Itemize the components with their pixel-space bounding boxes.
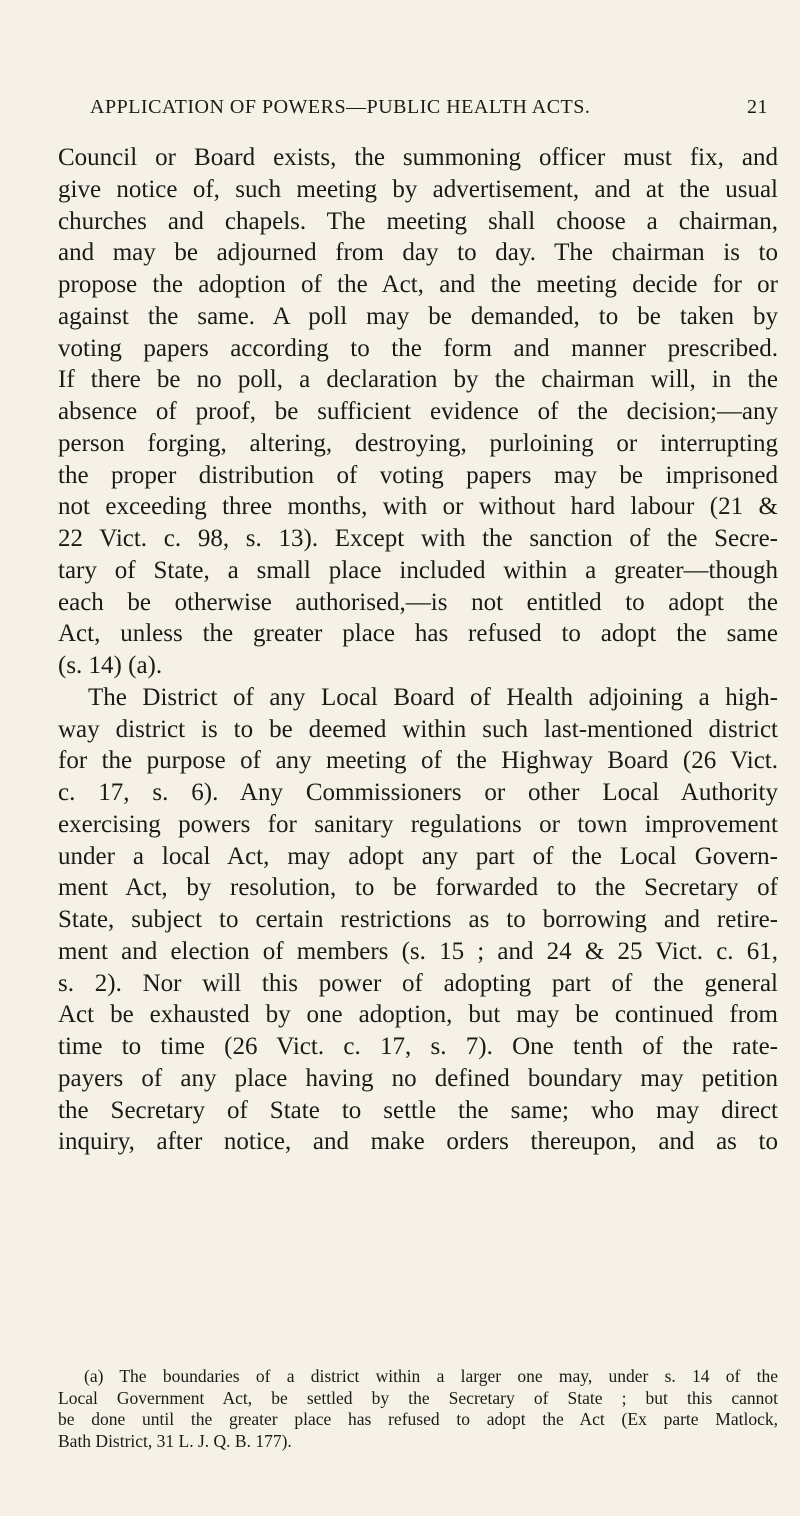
text-line: 22 Vict. c. 98, s. 13). Except with the sanction of the Secre- <box>58 525 778 552</box>
text-line: ment Act, by resolution, to be forwarded to the Secretary of <box>58 874 778 902</box>
running-title: APPLICATION OF POWERS—PUBLIC HEALTH ACTS. <box>90 96 591 118</box>
text-line: and may be adjourned from day to day. The chairman is to <box>58 239 778 267</box>
text-line: c. 17, s. 6). Any Commissioners or other Local Authority <box>58 779 778 806</box>
text-line: ment and election of members (s. 15 ; and 24 & 25 Vict. c. 61, <box>58 937 778 965</box>
text-line: person forging, altering, destroying, purloining or interrupting <box>58 429 778 457</box>
text-line: give notice of, such meeting by advertisement, and at the usual <box>58 175 778 203</box>
text-line: for the purpose of any meeting of the Highway Board (26 Vict. <box>58 747 778 775</box>
text-line: (s. 14) (a). <box>58 652 163 679</box>
running-header <box>58 96 780 136</box>
text-line: each be otherwise authorised,—is not entitled to adopt the <box>58 588 778 616</box>
text-line: the Secretary of State to settle the same; who may direct <box>58 1096 778 1124</box>
footnote-line: be done until the greater place has refused to adopt the Act (Ex parte Matlock, <box>58 1409 778 1429</box>
text-line: voting papers according to the form and manner prescribed. <box>58 334 778 362</box>
text-line: State, subject to certain restrictions as to borrowing and retire- <box>58 906 778 933</box>
body-text <box>58 142 778 1158</box>
text-line: payers of any place having no defined boundary may petition <box>58 1064 778 1092</box>
text-line: absence of proof, be sufficient evidence of the decision;—any <box>58 398 778 425</box>
text-line: The District of any Local Board of Health adjoining a high- <box>88 683 778 711</box>
text-line: not exceeding three months, with or without hard labour (21 & <box>58 493 778 521</box>
text-line: Act be exhausted by one adoption, but may be continued from <box>58 1001 778 1029</box>
text-line: churches and chapels. The meeting shall choose a chairman, <box>58 207 778 235</box>
text-line: If there be no poll, a declaration by the chairman will, in the <box>58 366 778 394</box>
text-line: Act, unless the greater place has refused to adopt the same <box>58 620 778 648</box>
footnotes <box>58 1366 778 1452</box>
page-number: 21 <box>747 96 768 118</box>
text-line: under a local Act, may adopt any part of the Local Govern- <box>58 842 778 870</box>
text-line: propose the adoption of the Act, and the meeting decide for or <box>58 271 778 298</box>
text-line: tary of State, a small place included within a greater—though <box>58 556 778 584</box>
footnote-line: (a) The boundaries of a district within a larger one may, under s. 14 of the <box>84 1366 778 1386</box>
text-line: time to time (26 Vict. c. 17, s. 7). One tenth of the rate- <box>58 1033 778 1060</box>
text-line: against the same. A poll may be demanded, to be taken by <box>58 302 778 330</box>
footnote-line: Local Government Act, be settled by the Secretary of State ; but this cannot <box>58 1387 778 1408</box>
text-line: way district is to be deemed within such last-mentioned district <box>58 715 778 743</box>
text-line: exercising powers for sanitary regulations or town improvement <box>58 810 778 838</box>
text-line: inquiry, after notice, and make orders thereupon, and as to <box>58 1128 778 1156</box>
text-line: Council or Board exists, the summoning officer must fix, and <box>58 144 778 171</box>
text-line: s. 2). Nor will this power of adopting part of the general <box>58 969 778 997</box>
footnote-line: Bath District, 31 L. J. Q. B. 177). <box>58 1430 292 1451</box>
text-line: the proper distribution of voting papers may be imprisoned <box>58 461 778 489</box>
